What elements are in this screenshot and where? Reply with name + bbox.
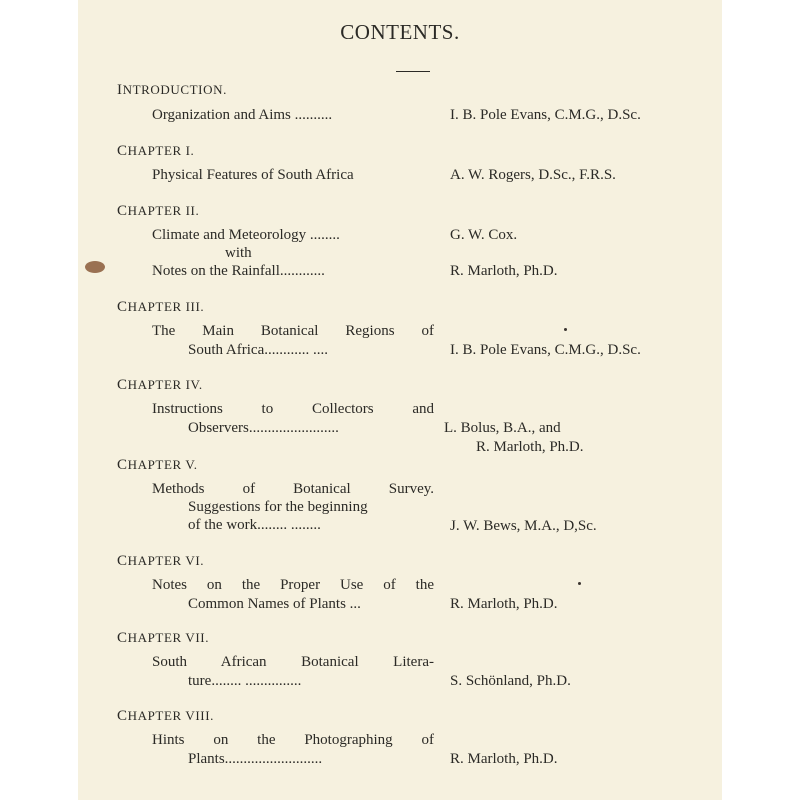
chapter-4-author-2: R. Marloth, Ph.D. xyxy=(476,439,584,455)
book-page xyxy=(78,0,722,800)
chapter-2-heading: CHAPTER II. xyxy=(117,203,200,219)
chapter-3-line-2: South Africa............ .... xyxy=(188,342,328,358)
introduction-heading: INTRODUCTION. xyxy=(117,82,227,98)
chapter-2-author-1: G. W. Cox. xyxy=(450,227,518,243)
chapter-4-line-1: Instructions to Collectors and xyxy=(152,401,434,417)
chapter-8-line-1: Hints on the Photographing of xyxy=(152,732,434,748)
chapter-5-heading: CHAPTER V. xyxy=(117,457,198,473)
chapter-2-entry-1: Climate and Meteorology ........ xyxy=(152,227,340,243)
chapter-8-author: R. Marloth, Ph.D. xyxy=(450,751,558,767)
chapter-6-author: R. Marloth, Ph.D. xyxy=(450,596,558,612)
chapter-7-author: S. Schönland, Ph.D. xyxy=(450,673,571,689)
introduction-entry: Organization and Aims .......... xyxy=(152,107,333,123)
chapter-1-entry: Physical Features of South Africa xyxy=(152,167,354,183)
chapter-7-line-1: South African Botanical Litera- xyxy=(152,654,434,670)
chapter-8-line-2: Plants.......................... xyxy=(188,751,323,767)
chapter-5-author: J. W. Bews, M.A., D,Sc. xyxy=(450,518,597,534)
chapter-3-author: I. B. Pole Evans, C.M.G., D.Sc. xyxy=(450,342,641,358)
page-title: CONTENTS. xyxy=(340,20,460,44)
paper-speck xyxy=(578,582,581,585)
title-rule xyxy=(396,71,430,72)
paper-speck xyxy=(564,328,567,331)
chapter-2-entry-2: Notes on the Rainfall............ xyxy=(152,263,325,279)
chapter-5-line-3: of the work........ ........ xyxy=(188,517,321,533)
chapter-4-heading: CHAPTER IV. xyxy=(117,377,203,393)
chapter-5-line-1: Methods of Botanical Survey. xyxy=(152,481,434,497)
chapter-7-line-2: ture........ ............... xyxy=(188,673,302,689)
chapter-3-line-1: The Main Botanical Regions of xyxy=(152,323,434,339)
chapter-3-heading: CHAPTER III. xyxy=(117,299,205,315)
chapter-6-line-1: Notes on the Proper Use of the xyxy=(152,577,434,593)
chapter-1-heading: CHAPTER I. xyxy=(117,143,195,159)
chapter-4-line-2: Observers........................ xyxy=(188,420,339,436)
introduction-author: I. B. Pole Evans, C.M.G., D.Sc. xyxy=(450,107,641,123)
chapter-1-author: A. W. Rogers, D.Sc., F.R.S. xyxy=(450,167,616,183)
chapter-4-author-1: L. Bolus, B.A., and xyxy=(444,420,561,436)
chapter-7-heading: CHAPTER VII. xyxy=(117,630,210,646)
chapter-6-heading: CHAPTER VI. xyxy=(117,553,205,569)
chapter-8-heading: CHAPTER VIII. xyxy=(117,708,215,724)
paper-stain xyxy=(85,261,105,273)
chapter-2-connector: with xyxy=(225,245,252,261)
chapter-2-author-2: R. Marloth, Ph.D. xyxy=(450,263,558,279)
chapter-6-line-2: Common Names of Plants ... xyxy=(188,596,361,612)
chapter-5-line-2: Suggestions for the beginning xyxy=(188,499,368,515)
